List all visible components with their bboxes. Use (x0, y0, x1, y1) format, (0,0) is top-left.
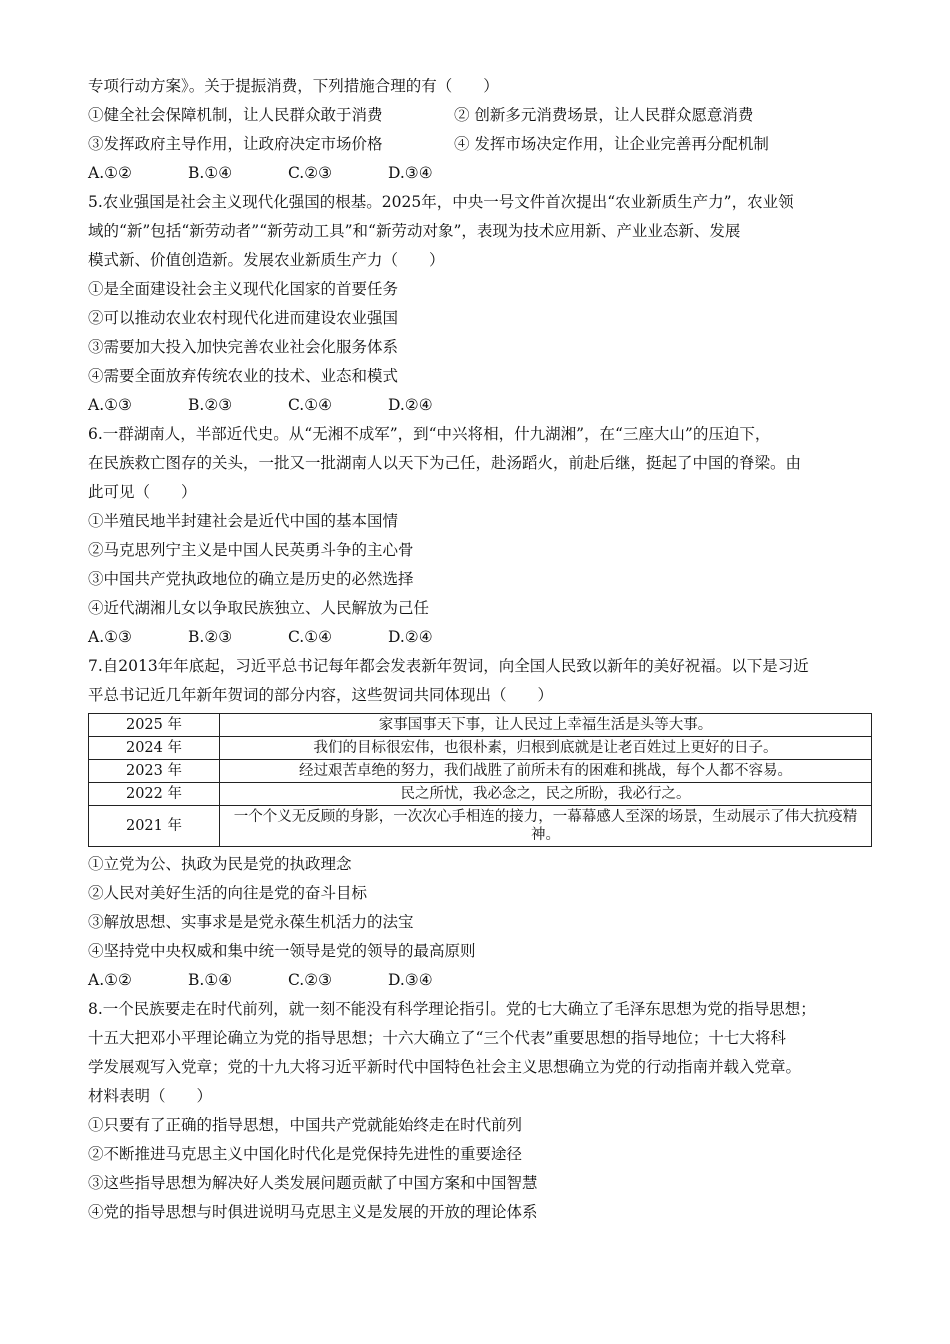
table-content-cell: 经过艰苦卓绝的努力，我们战胜了前所未有的困难和挑战，每个人都不容易。 (220, 760, 872, 783)
q6-stem-line-3: 此可见（ ） (88, 483, 197, 501)
table-year-cell: 2022 年 (89, 783, 220, 806)
q5-option-1: ①是全面建设社会主义现代化国家的首要任务 (88, 280, 399, 298)
q6-choice-b[interactable]: B.②③ (188, 628, 233, 646)
q4-option-3: ③发挥政府主导作用，让政府决定市场价格 (88, 135, 383, 153)
q7-option-3: ③解放思想、实事求是是党永葆生机活力的法宝 (88, 913, 414, 931)
q6-option-3: ③中国共产党执政地位的确立是历史的必然选择 (88, 570, 414, 588)
table-year-cell: 2024 年 (89, 737, 220, 760)
q8-stem-line-4: 材料表明（ ） (88, 1087, 213, 1105)
q8-option-4: ④党的指导思想与时俱进说明马克思主义是发展的开放的理论体系 (88, 1203, 538, 1221)
q4-option-1: ①健全社会保障机制，让人民群众敢于消费 (88, 106, 383, 124)
q5-option-4: ④需要全面放弃传统农业的技术、业态和模式 (88, 367, 399, 385)
q6-stem-line-1: 6.一群湖南人，半部近代史。从“无湘不成军”，到“中兴将相，什九湖湘”，在“三座大山”的压迫下， (88, 425, 771, 443)
q4-choice-a[interactable]: A.①② (88, 164, 132, 182)
q6-choice-c[interactable]: C.①④ (288, 628, 333, 646)
q6-option-1: ①半殖民地半封建社会是近代中国的基本国情 (88, 512, 399, 530)
q7-option-1: ①立党为公、执政为民是党的执政理念 (88, 855, 352, 873)
q8-option-3: ③这些指导思想为解决好人类发展问题贡献了中国方案和中国智慧 (88, 1174, 538, 1192)
q5-choices (88, 391, 874, 420)
q6-option-2: ②马克思列宁主义是中国人民英勇斗争的主心骨 (88, 541, 414, 559)
q7-stem-line-1: 7.自2013年年底起，习近平总书记每年都会发表新年贺词，向全国人民致以新年的美好祝福。以下是习近 (88, 657, 809, 675)
table-row (89, 783, 872, 806)
q8-option-1: ①只要有了正确的指导思想，中国共产党就能始终走在时代前列 (88, 1116, 523, 1134)
table-content-cell: 一个个义无反顾的身影，一次次心手相连的接力，一幕幕感人至深的场景，生动展示了伟大抗疫精神。 (220, 806, 872, 847)
q4-choice-c[interactable]: C.②③ (288, 164, 333, 182)
table-row (89, 737, 872, 760)
exam-page (88, 72, 874, 1227)
q7-choice-a[interactable]: A.①② (88, 971, 132, 989)
q7-choice-d[interactable]: D.③④ (388, 971, 433, 989)
q4-options-row-1 (88, 101, 874, 130)
q6-option-4: ④近代湖湘儿女以争取民族独立、人民解放为己任 (88, 599, 430, 617)
q5-choice-c[interactable]: C.①④ (288, 396, 333, 414)
q4-choice-b[interactable]: B.①④ (188, 164, 233, 182)
table-year-cell: 2021 年 (89, 806, 220, 847)
q6-choices (88, 623, 874, 652)
table-year-cell: 2025 年 (89, 714, 220, 737)
q5-choice-a[interactable]: A.①③ (88, 396, 132, 414)
q7-option-2: ②人民对美好生活的向往是党的奋斗目标 (88, 884, 368, 902)
q6-stem-line-2: 在民族救亡图存的关头，一批又一批湖南人以天下为己任，赴汤蹈火，前赴后继，挺起了中国的脊梁。由 (88, 454, 802, 472)
q5-stem-line-2: 域的“新”包括“新劳动者”“新劳动工具”和“新劳动对象”，表现为技术应用新、产业业态新、发展 (88, 222, 741, 240)
q5-choice-d[interactable]: D.②④ (388, 396, 433, 414)
q4-stem: 专项行动方案》。关于提振消费，下列措施合理的有（ ） (88, 77, 499, 95)
q6-choice-a[interactable]: A.①③ (88, 628, 132, 646)
q4-choices (88, 159, 874, 188)
q4-choice-d[interactable]: D.③④ (388, 164, 433, 182)
q8-option-2: ②不断推进马克思主义中国化时代化是党保持先进性的重要途径 (88, 1145, 523, 1163)
q4-options-row-2 (88, 130, 874, 159)
table-content-cell: 我们的目标很宏伟，也很朴素，归根到底就是让老百姓过上更好的日子。 (220, 737, 872, 760)
q7-choice-c[interactable]: C.②③ (288, 971, 333, 989)
greetings-table (88, 713, 872, 847)
q7-choices (88, 966, 874, 995)
q6-choice-d[interactable]: D.②④ (388, 628, 433, 646)
table-content-cell: 家事国事天下事，让人民过上幸福生活是头等大事。 (220, 714, 872, 737)
q8-stem-line-1: 8.一个民族要走在时代前列，就一刻不能没有科学理论指引。党的七大确立了毛泽东思想为党的指导思想； (88, 1000, 816, 1018)
table-content-cell: 民之所忧，我必念之，民之所盼，我必行之。 (220, 783, 872, 806)
q5-choice-b[interactable]: B.②③ (188, 396, 233, 414)
q5-option-2: ②可以推动农业农村现代化进而建设农业强国 (88, 309, 399, 327)
table-row (89, 714, 872, 737)
q4-option-4: ④ 发挥市场决定作用，让企业完善再分配机制 (454, 135, 769, 153)
q5-stem-line-3: 模式新、价值创造新。发展农业新质生产力（ ） (88, 251, 445, 269)
q8-stem-line-2: 十五大把邓小平理论确立为党的指导思想；十六大确立了“三个代表”重要思想的指导地位；十七大将科 (88, 1029, 786, 1047)
q4-option-2: ② 创新多元消费场景，让人民群众愿意消费 (454, 106, 754, 124)
q7-stem-line-2: 平总书记近几年新年贺词的部分内容，这些贺词共同体现出（ ） (88, 686, 554, 704)
table-row (89, 760, 872, 783)
table-year-cell: 2023 年 (89, 760, 220, 783)
q7-option-4: ④坚持党中央权威和集中统一领导是党的领导的最高原则 (88, 942, 476, 960)
table-row (89, 806, 872, 847)
q8-stem-line-3: 学发展观写入党章；党的十九大将习近平新时代中国特色社会主义思想确立为党的行动指南并载入党章。 (88, 1058, 802, 1076)
q5-option-3: ③需要加大投入加快完善农业社会化服务体系 (88, 338, 399, 356)
q7-choice-b[interactable]: B.①④ (188, 971, 233, 989)
q5-stem-line-1: 5.农业强国是社会主义现代化强国的根基。2025年，中央一号文件首次提出“农业新质生产力”，农业领 (88, 193, 794, 211)
